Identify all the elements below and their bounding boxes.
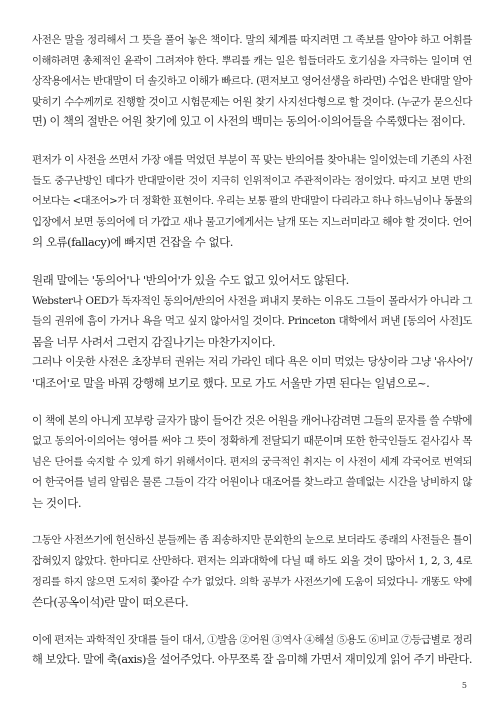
paragraph-structure [32,530,472,612]
text-line: 는 것이다. [32,495,82,510]
text-line: 사전은 말을 정리해서 그 뜻을 풀어 놓은 책이다. 말의 체계를 따지려면 그 족보를 알아야 하고 어휘를 [32,34,472,46]
paragraph-synonyms [32,270,472,394]
text-line: 들의 권위에 흠이 가거나 욕을 먹고 싶지 않아서일 것이다. Princeton 대학에서 퍼낸 [동의어 사전]도 [32,315,472,328]
text-line: 어보다는 <대조어>가 더 정확한 표현이다. 우리는 보통 팔의 반대말이 다리라고 하나 하느님이나 동물의 [32,195,473,208]
text-line: 쓴다(공옥이석)란 말이 떠오른다. [32,595,189,610]
text-line: 몸을 너무 사려서 그런지 감질나기는 마찬가지이다. [32,334,276,349]
text-line: 해 보았다. 말에 축(axis)을 설어주었다. 아무쪼록 잘 음미해 가면서 재미있게 읽어 주기 바란다. [32,653,473,667]
text-line: 잡혀있지 않았다. 한마디로 산만하다. 편저는 의과대학에 다닐 때 하도 외울 것이 많아서 1, 2, 3, 4로 [32,555,472,568]
paragraph-antonyms [32,150,472,253]
text-line: 어 한국어를 널리 알림은 물론 그들이 각각 어원이나 대조어를 찾느라고 쓸데없는 시간을 낭비하지 않 [32,476,472,489]
text-line: 그러나 이웃한 사전은 초장부터 권위는 저리 가라인 데다 욕은 이미 먹었는 당상이라 그냥 '유사어'/ [32,355,472,369]
text-line: 입장에서 보면 동의어에 더 가깝고 새나 물고기에게서는 날개 또는 지느러미라고 해야 할 것이다. 언어 [32,215,472,228]
text-line: Webster나 OED가 독자적인 동의어/반의어 사전을 펴내지 못하는 이유도 그들이 몰라서가 아니라 그 [32,294,472,307]
text-line: 이해하려면 총체적인 윤곽이 그려져야 한다. 뿌리를 캐는 일은 힘들더라도 호기심을 자극하는 일이며 연 [32,54,472,67]
text-line: 원래 말에는 '동의어'나 '반의어'가 있을 수도 없고 있어서도 않된다. [32,272,349,287]
text-line: 이에 편저는 과학적인 잣대를 들이 대서, ①발음 ②어원 ③역사 ④해설 ⑤용도 ⑥비교 ⑦등급별로 정리 [32,633,473,646]
text-line: 상작용에서는 반대말이 더 솔깃하고 이해가 빠르다. (편저보고 영어선생을 하라면) 수업은 반대말 알아 [32,75,472,88]
text-line: 편저가 이 사전을 쓰면서 가장 애를 먹었던 부분이 꼭 맞는 반의어를 찾아내는 일이었는데 기존의 사전 [32,153,472,166]
page-number: 5 [461,681,467,690]
text-line: 정리를 하지 않으면 도저히 쫓아갈 수가 없었다. 의학 공부가 사전쓰기에 도움이 되었다니- 개똥도 약에 [32,575,472,588]
text-line: 넘은 단어를 숙지할 수 있게 하기 위해서이다. 편저의 궁극적인 취지는 이 사전이 세계 각국어로 번역되 [32,455,472,468]
text-line: 의 오류(fallacy)에 빠지면 건잡을 수 없다. [32,235,233,250]
text-line: 맞히기 수수께끼로 진행할 것이고 시험문제는 어원 찾기 사지선다형으로 할 것이다. (누군가 묻으신다 [32,95,472,108]
text-line: 그동안 사전쓰기에 헌신하신 분들께는 좀 죄송하지만 문외한의 눈으로 보더라도 종래의 사전들은 틀이 [32,534,472,547]
body-text [32,30,472,688]
paragraph-foreign-words [32,411,472,514]
paragraph-method [32,630,472,671]
text-line: '대조어'로 말을 바꿔 강행해 보기로 했다. 모로 가도 서울만 가면 된다는 일념으로~. [32,375,430,390]
paragraph-intro [32,30,472,133]
text-line: 이 책에 본의 아니게 꼬부랑 글자가 많이 들어간 것은 어원을 캐어나감려면 그들의 문자를 쓸 수밖에 [32,413,472,427]
text-line: 들도 중구난방인 데다가 반대말이란 것이 지극히 인위적이고 주관적이라는 점이었다. 따지고 보면 반의 [32,174,472,187]
text-line: 면) 이 책의 절반은 어원 찾기에 있고 이 사전의 백미는 동의어·이의어들을 수록했다는 점이다. [32,115,466,129]
text-line: 없고 동의어·이의어는 영어를 써야 그 뜻이 정확하게 전달되기 때문이며 또한 한국인들도 겉사김사 목 [32,435,472,448]
